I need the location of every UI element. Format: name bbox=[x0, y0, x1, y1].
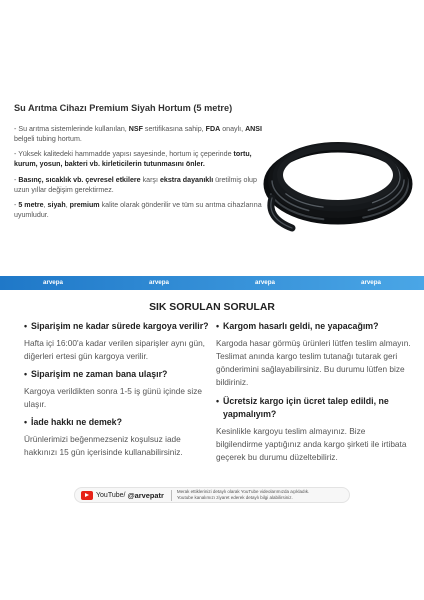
bullet-icon: • bbox=[24, 369, 28, 380]
youtube-play-icon bbox=[81, 491, 93, 500]
feature-hygiene: - Yüksek kalitedeki hammadde yapısı sayesinde, hortum iç çeperinde tortu, kurum, yosun, bakteri vb. kirleticilerin tutunmasını önler. bbox=[14, 150, 252, 169]
faq-answer: Kesinlikle kargoyu teslim almayınız. Bize bilgilendirme yaptığınız anda kargo şirketi ile irtibata geçerek bu durumu düzeltebiliriz. bbox=[216, 425, 407, 463]
product-section bbox=[0, 0, 424, 270]
faq-question: • Kargom hasarlı geldi, ne yapacağım? bbox=[216, 320, 414, 334]
faq-question: • Siparişim ne zaman bana ulaşır? bbox=[24, 368, 214, 382]
brand-label: arvepa bbox=[255, 279, 275, 286]
brand-label: arvepa bbox=[361, 279, 381, 286]
faq-answer: Hafta içi 16:00'a kadar verilen siparişler aynı gün, diğerleri ertesi gün kargoya verilir. bbox=[24, 337, 205, 361]
youtube-note-line: Merak ettiklerinizi detaylı olarak YouTube videolarımızda açıkladık. bbox=[176, 489, 310, 495]
feature-certification: - Su arıtma sistemlerinde kullanılan, NSF sertifikasına sahip, FDA onaylı, ANSI belgeli tubing hortum. bbox=[14, 125, 263, 144]
hose-coil-image bbox=[262, 128, 414, 236]
bullet-icon: • bbox=[24, 321, 28, 331]
faq-answer: Kargoya verildikten sonra 1-5 iş günü içinde size ulaşır. bbox=[24, 385, 203, 410]
faq-question: • İade hakkı ne demek? bbox=[24, 416, 214, 430]
faq-answer: Ürünlerimizi beğenmezseniz koşulsuz iade hakkınızı 15 gün içerisinde kullanabilirsiniz. bbox=[24, 433, 183, 458]
youtube-banner[interactable] bbox=[74, 487, 350, 503]
youtube-note bbox=[177, 489, 309, 501]
faq-question: • Siparişim ne kadar sürede kargoya verilir? bbox=[24, 320, 214, 334]
youtube-note-line: Youtube kanalımızı ziyaret ederek detaylı bilgi alabilirsiniz. bbox=[176, 495, 293, 500]
bullet-icon: • bbox=[24, 417, 28, 428]
brand-band bbox=[0, 276, 424, 290]
bullet-icon: • bbox=[216, 321, 220, 331]
faq-left-column bbox=[24, 320, 214, 464]
faq-question: • Ücretsiz kargo için ücret talep edildi, ne yapmalıyım? bbox=[216, 395, 414, 422]
divider bbox=[171, 490, 172, 501]
brand-label: arvepa bbox=[149, 279, 169, 286]
faq-answer: Kargoda hasar görmüş ürünleri lütfen teslim almayın. Teslimat anında kargo teslim tutanağı tutarak geri gönderimini sağlayabilirsiniz. Bu durumu lütfen bize bildiriniz. bbox=[216, 337, 411, 388]
faq-title: SIK SORULAN SORULAR bbox=[149, 302, 275, 313]
youtube-handle[interactable]: @arvepatr bbox=[127, 490, 164, 500]
brand-label: arvepa bbox=[43, 279, 63, 286]
feature-durability: - Basınç, sıcaklık vb. çevresel etkilere karşı ekstra dayanıklı üretilmiş olup uzun yıllar değişim gerektirmez. bbox=[14, 175, 257, 194]
youtube-label: YouTube/ bbox=[96, 491, 126, 499]
bullet-icon: • bbox=[216, 395, 220, 406]
feature-compatibility: - 5 metre, siyah, premium kalite olarak gönderilir ve tüm su arıtma cihazlarına uyumludur. bbox=[14, 200, 262, 219]
product-title: Su Arıtma Cihazı Premium Siyah Hortum (5 metre) bbox=[14, 103, 233, 113]
faq-right-column bbox=[216, 320, 414, 470]
product-description bbox=[14, 124, 269, 225]
